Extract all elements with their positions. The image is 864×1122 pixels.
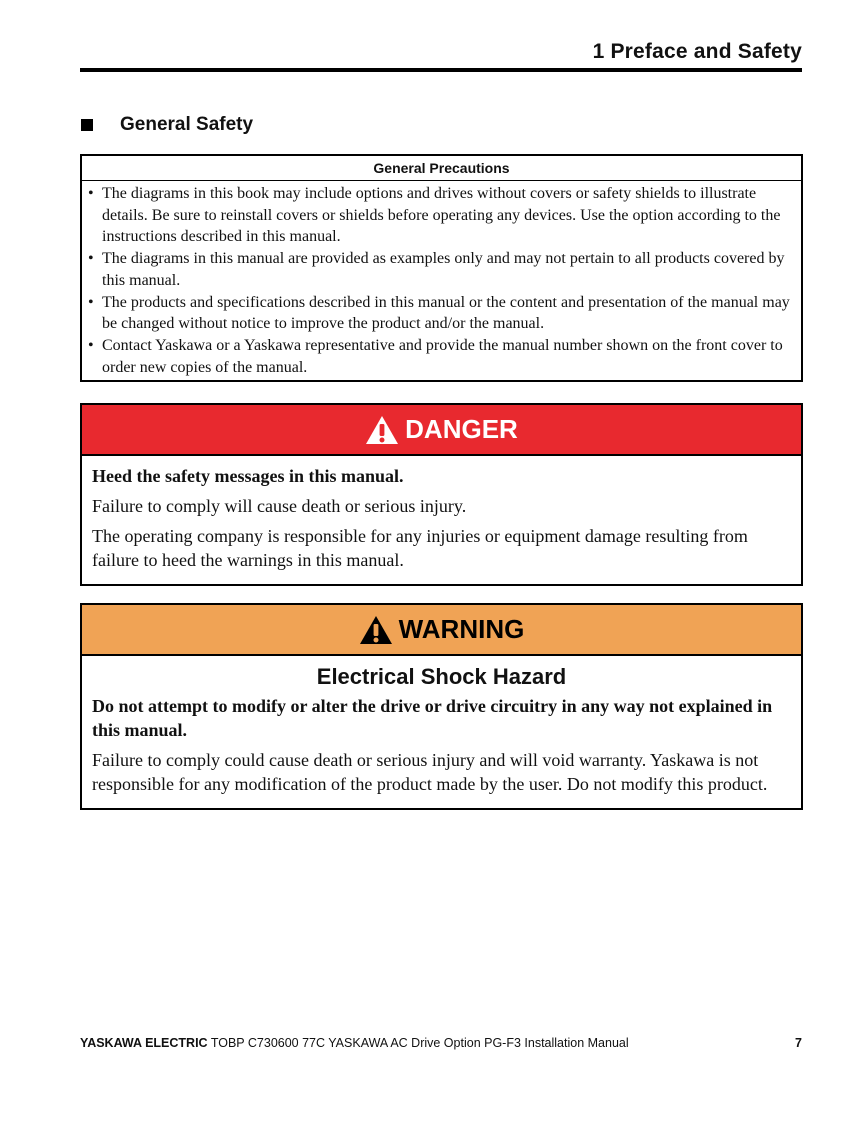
danger-box <box>80 403 803 586</box>
list-item-text: Contact Yaskawa or a Yaskawa representative and provide the manual number shown on the front cover to order new copies of the manual. <box>102 336 783 376</box>
general-precautions-box <box>80 154 803 382</box>
warning-banner <box>82 605 801 656</box>
bullet-icon: • <box>88 250 94 268</box>
list-item <box>88 183 791 248</box>
warning-triangle-icon <box>359 615 393 645</box>
danger-body <box>82 456 801 584</box>
list-item-text: The products and specifications described in this manual or the content and presentation of the manual may be changed without notice to improve the product and/or the manual. <box>102 293 790 333</box>
square-bullet-icon <box>81 119 93 131</box>
footer-document: TOBP C730600 77C YASKAWA AC Drive Option PG-F3 Installation Manual <box>210 1036 629 1050</box>
warning-label: WARNING <box>398 614 525 644</box>
page-number: 7 <box>795 1036 802 1050</box>
list-item-text: The diagrams in this book may include options and drives without covers or safety shields to illustrate details. Be sure to reinstall covers or shields before operating any devices. Use the option according to the instructions described in this manual. <box>102 185 781 246</box>
hazard-title: Electrical Shock Hazard <box>316 664 567 689</box>
header-rule <box>80 68 802 72</box>
danger-paragraph: The operating company is responsible for any injuries or equipment damage resulting from failure to heed the warnings in this manual. <box>92 526 748 570</box>
danger-banner <box>82 405 801 456</box>
bullet-icon: • <box>88 185 94 202</box>
page-section-title: 1 Preface and Safety <box>592 40 802 63</box>
section-heading-text: General Safety <box>120 114 254 135</box>
section-heading <box>80 114 253 136</box>
danger-label: DANGER <box>405 414 518 444</box>
warning-box <box>80 603 803 810</box>
list-item <box>88 292 791 335</box>
danger-paragraph: Failure to comply will cause death or serious injury. <box>92 496 467 516</box>
list-item <box>88 335 791 378</box>
precautions-title: General Precautions <box>82 156 801 181</box>
list-item <box>88 248 791 291</box>
warning-triangle-icon <box>365 415 399 445</box>
precautions-list <box>82 181 801 380</box>
bullet-icon: • <box>88 336 94 354</box>
danger-bold-statement: Heed the safety messages in this manual. <box>92 466 404 486</box>
bullet-icon: • <box>88 293 94 311</box>
warning-bold-statement: Do not attempt to modify or alter the drive or drive circuitry in any way not explained in this manual. <box>92 696 773 740</box>
warning-body <box>82 656 801 808</box>
list-item-text: The diagrams in this manual are provided as examples only and may not pertain to all products covered by this manual. <box>102 250 785 289</box>
footer-brand: YASKAWA ELECTRIC <box>80 1036 208 1050</box>
page-footer <box>80 1036 802 1050</box>
warning-paragraph: Failure to comply could cause death or serious injury and will void warranty. Yaskawa is not responsible for any modification of the product made by the user. Do not modify this product. <box>92 750 768 794</box>
